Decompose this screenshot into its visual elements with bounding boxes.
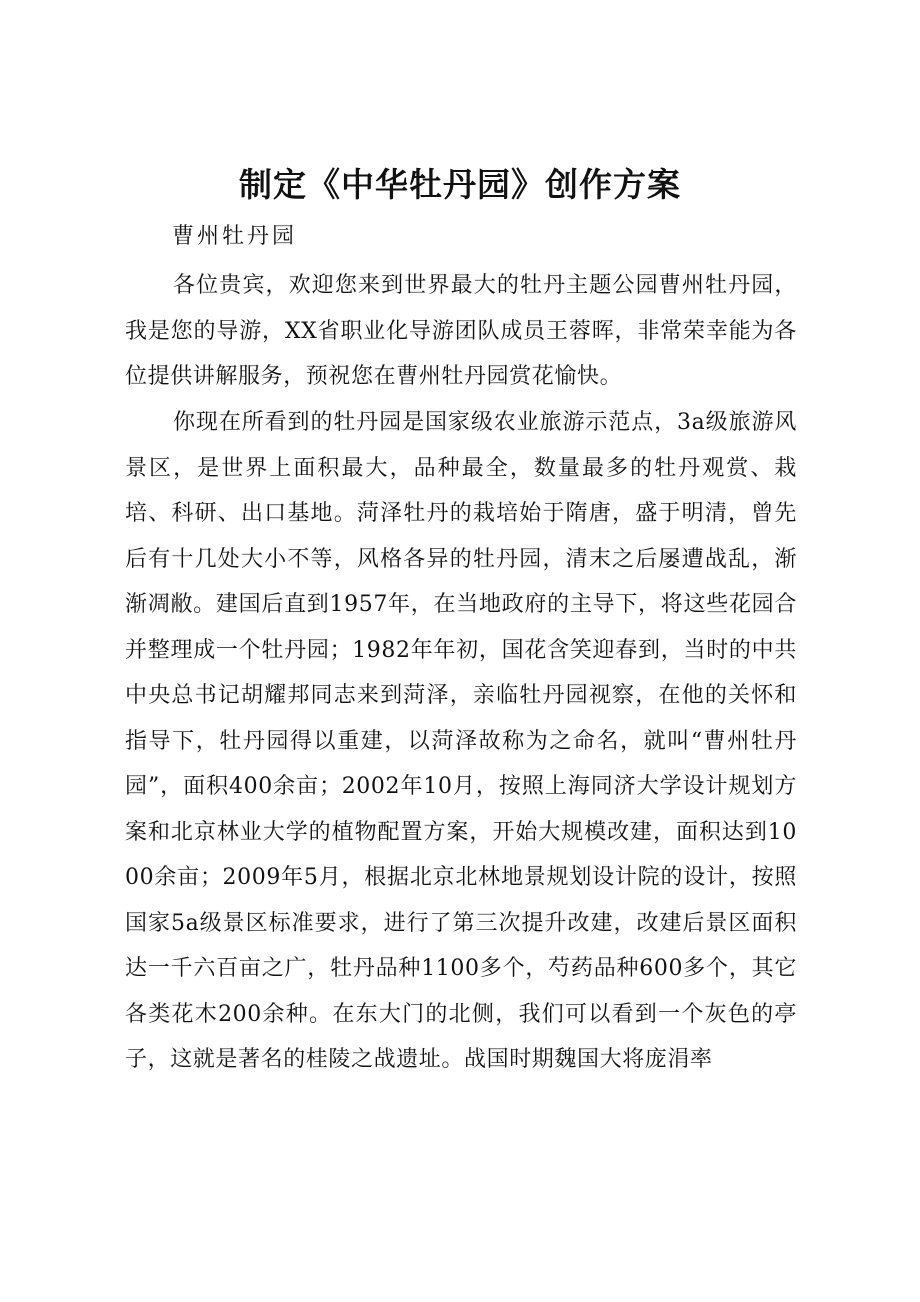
paragraph-history: 你现在所看到的牡丹园是国家级农业旅游示范点，3a级旅游风景区，是世界上面积最大，品种最全，数量最多的牡丹观赏、栽培、科研、出口基地。菏泽牡丹的栽培始于隋唐，盛于明清，曾先后有十几处大小不等，风格各异的牡丹园，清末之后屡遭战乱，渐渐凋敝。建国后直到1957年，在当地政府的主导下，将这些花园合并整理成一个牡丹园；1982年年初，国花含笑迎春到，当时的中共中央总书记胡耀邦同志来到菏泽，亲临牡丹园视察，在他的关怀和指导下，牡丹园得以重建，以菏泽故称为之命名，就叫“曹州牡丹园”，面积400余亩；2002年10月，按照上海同济大学设计规划方案和北京林业大学的植物配置方案，开始大规模改建，面积达到1000余亩；2009年5月，根据北京北林地景规划设计院的设计，按照国家5a级景区标准要求，进行了第三次提升改建，改建后景区面积达一千六百亩之广，牡丹品种1100多个，芍药品种600多个，其它各类花木200余种。在东大门的北侧，我们可以看到一个灰色的亭子，这就是著名的桂陵之战遗址。战国时期魏国大将庞涓率 [125,410,797,1072]
document-title: 制定《中华牡丹园》创作方案 [239,165,681,204]
document-subtitle: 曹州牡丹园 [172,224,298,249]
paragraph-welcome: 各位贵宾，欢迎您来到世界最大的牡丹主题公园曹州牡丹园，我是您的导游，XX省职业化导游团队成员王蓉晖，非常荣幸能为各位提供讲解服务，预祝您在曹州牡丹园赏花愉快。 [125,273,797,389]
